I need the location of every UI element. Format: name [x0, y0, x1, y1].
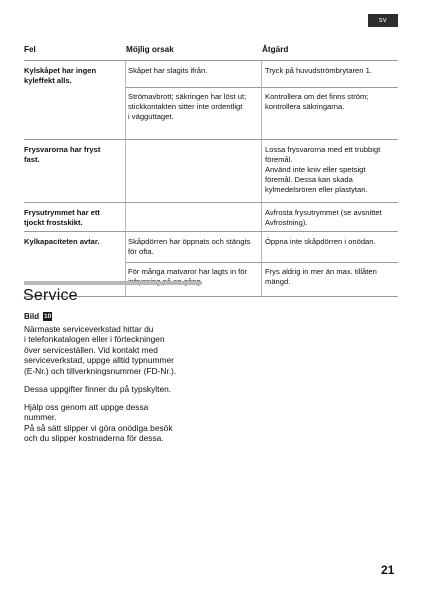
- service-paragraph: Hjälp oss genom att uppge dessa nummer. På så sätt slipper vi göra onödiga besök och du slipper kostnaderna för dessa.: [24, 402, 173, 444]
- table-row: [24, 232, 398, 297]
- fault-cell: Frysvarorna har fryst fast.: [24, 145, 101, 164]
- remedy-cell: Öppna inte skåpdörren i onödan.: [261, 232, 398, 262]
- figure-number: 10: [43, 313, 52, 320]
- table-row: [24, 203, 398, 232]
- remedy-cell: Tryck på huvudströmbrytaren 1.: [261, 61, 398, 87]
- header-remedy: Åtgärd: [262, 45, 289, 54]
- header-cause: Möjlig orsak: [126, 45, 174, 54]
- remedy-cell: Avfrosta frysutrymmet (se avsnittet Avfrostning).: [261, 203, 398, 231]
- cause-cell: [125, 203, 259, 231]
- service-title: Service: [23, 287, 78, 304]
- header-fault: Fel: [24, 45, 36, 54]
- page-number: 21: [381, 563, 395, 577]
- service-paragraph: Närmaste serviceverkstad hittar du i telefonkatalogen eller i förteckningen över serviceställen. Vid kontakt med serviceverkstad, uppge alltid typnummer (E-Nr.) och tillverkningsnummer (FD-Nr.).: [24, 324, 177, 376]
- remedy-cell: Kontrollera om det finns ström; kontrollera säkringarna.: [261, 87, 398, 139]
- table-row: [24, 61, 398, 140]
- fault-cell: Kylskåpet har ingen kyleffekt alls.: [24, 66, 97, 85]
- fault-cell: Frysutrymmet har ett tjockt frostskikt.: [24, 208, 100, 227]
- remedy-cell: Lossa frysvarorna med ett trubbigt föremål. Använd inte kniv eller spetsigt föremål. Dessa kan skada kylmedelsrören eller plastytan.: [261, 140, 398, 202]
- cause-cell: Skåpdörren har öppnats och stängts för ofta.: [128, 237, 251, 256]
- language-tab: sv: [368, 14, 398, 27]
- table-row: [24, 140, 398, 203]
- service-paragraph: Dessa uppgifter finner du på typskylten.: [24, 384, 172, 394]
- table-header: [24, 40, 398, 61]
- column-divider: [125, 61, 126, 139]
- column-divider: [125, 232, 126, 296]
- cause-cell: Skåpet har slagits ifrån.: [128, 66, 208, 75]
- section-divider: [24, 281, 202, 285]
- cause-cell: [125, 140, 259, 202]
- fault-cell: Kylkapaciteten avtar.: [24, 237, 100, 246]
- remedy-cell: Frys aldrig in mer än max. tillåten mängd.: [261, 262, 398, 296]
- troubleshooting-table: [24, 40, 398, 297]
- cause-cell: Strömavbrott; säkringen har löst ut; stickkontakten sitter inte ordentligt i vägguttaget.: [128, 92, 247, 121]
- cause-cell: För många matvaror har lagts in för: [128, 267, 248, 276]
- figure-reference: [24, 312, 52, 321]
- figure-label: Bild: [24, 312, 40, 321]
